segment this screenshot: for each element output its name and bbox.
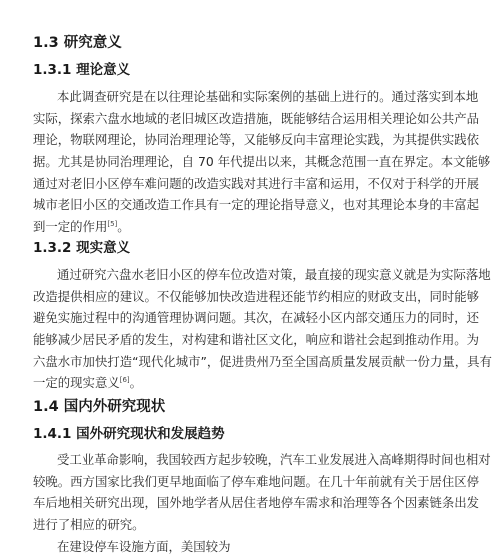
citation-ref: [6] <box>119 376 130 385</box>
sentence-end: 。 <box>117 218 130 234</box>
foreign-research-paragraph <box>33 449 491 536</box>
sentence-end: 。 <box>129 375 143 391</box>
paragraph-line-last: 进行了相应的研究。 <box>33 516 145 532</box>
paragraph-line: 实际，探索六盘水地域的老旧城区改造措施，既能够结合运用相关理论如公共产品 <box>33 110 480 126</box>
paragraph-line: 通过对老旧小区停车难问题的改造实践对其进行丰富和运用，不仅对于科学的开展 <box>33 175 480 191</box>
paragraph-line: 受工业革命影响，我国较西方起步较晚，汽车工业发展进入高峰期得时间也相对 <box>57 452 491 467</box>
paragraph-text: 到一定的作用 <box>33 218 108 234</box>
subsection-heading-1-3-1: 1.3.1 理论意义 <box>33 62 131 78</box>
paragraph-line: 本此调查研究是在以往理论基础和实际案例的基础上进行的。通过落实到本地 <box>57 89 479 104</box>
section-heading-1-3: 1.3 研究意义 <box>33 35 122 51</box>
paragraph-line: 通过研究六盘水老旧小区的停车位改造对策，最直接的现实意义就是为实际落地 <box>57 267 491 282</box>
paragraph-line-last <box>33 216 469 238</box>
paragraph-line: 避免实施过程中的沟通管理协调问题。其次，在减轻小区内部交通压力的同时，还 <box>33 310 480 326</box>
paragraph-line: 较晚。西方国家比我们更早地面临了停车难地问题。在几十年前就有关于居住区停 <box>33 473 480 489</box>
paragraph-text: 一定的现实意义 <box>33 375 120 391</box>
subsection-heading-1-4-1: 1.4.1 国外研究现状和发展趋势 <box>33 426 225 442</box>
theory-significance-paragraph <box>33 86 491 237</box>
citation-ref: [5] <box>107 219 118 228</box>
paragraph-line: 据。尤其是协同治理理论，自 70 年代提出以来，其概念范围一直在界定。本文能够 <box>33 153 491 169</box>
paragraph-line-last <box>33 372 469 394</box>
paragraph-line: 车后地相关研究出现，国外地学者从居住者地停车需求和治理等各个因素链条出发 <box>33 495 480 511</box>
paragraph-line: 能够减少居民矛盾的发生，对构建和谐社区文化，响应和谐社会起到推动作用。为 <box>33 331 480 347</box>
paragraph-line: 改造提供相应的建议。不仅能够加快改造进程还能节约相应的财政支出，同时能够 <box>33 288 480 304</box>
practical-significance-paragraph <box>33 264 492 394</box>
subsection-heading-1-3-2: 1.3.2 现实意义 <box>33 240 131 256</box>
cut-off-line <box>33 536 469 554</box>
section-heading-1-4: 1.4 国内外研究现状 <box>33 399 166 415</box>
paragraph-line: 城市老旧小区的交通改造工作具有一定的理论指导意义，也对其理论本身的丰富起 <box>33 197 480 213</box>
paragraph-line: 六盘水市加快打造“现代化城市”，促进贵州乃至全国高质量发展贡献一份力量，具有 <box>33 353 492 369</box>
paragraph-line: 理论，物联网理论，协同治理理论等，又能够反向丰富理论实践，为其提供实践依 <box>33 132 480 148</box>
partial-paragraph-line: 在建设停车设施方面，美国较为 <box>57 539 231 554</box>
